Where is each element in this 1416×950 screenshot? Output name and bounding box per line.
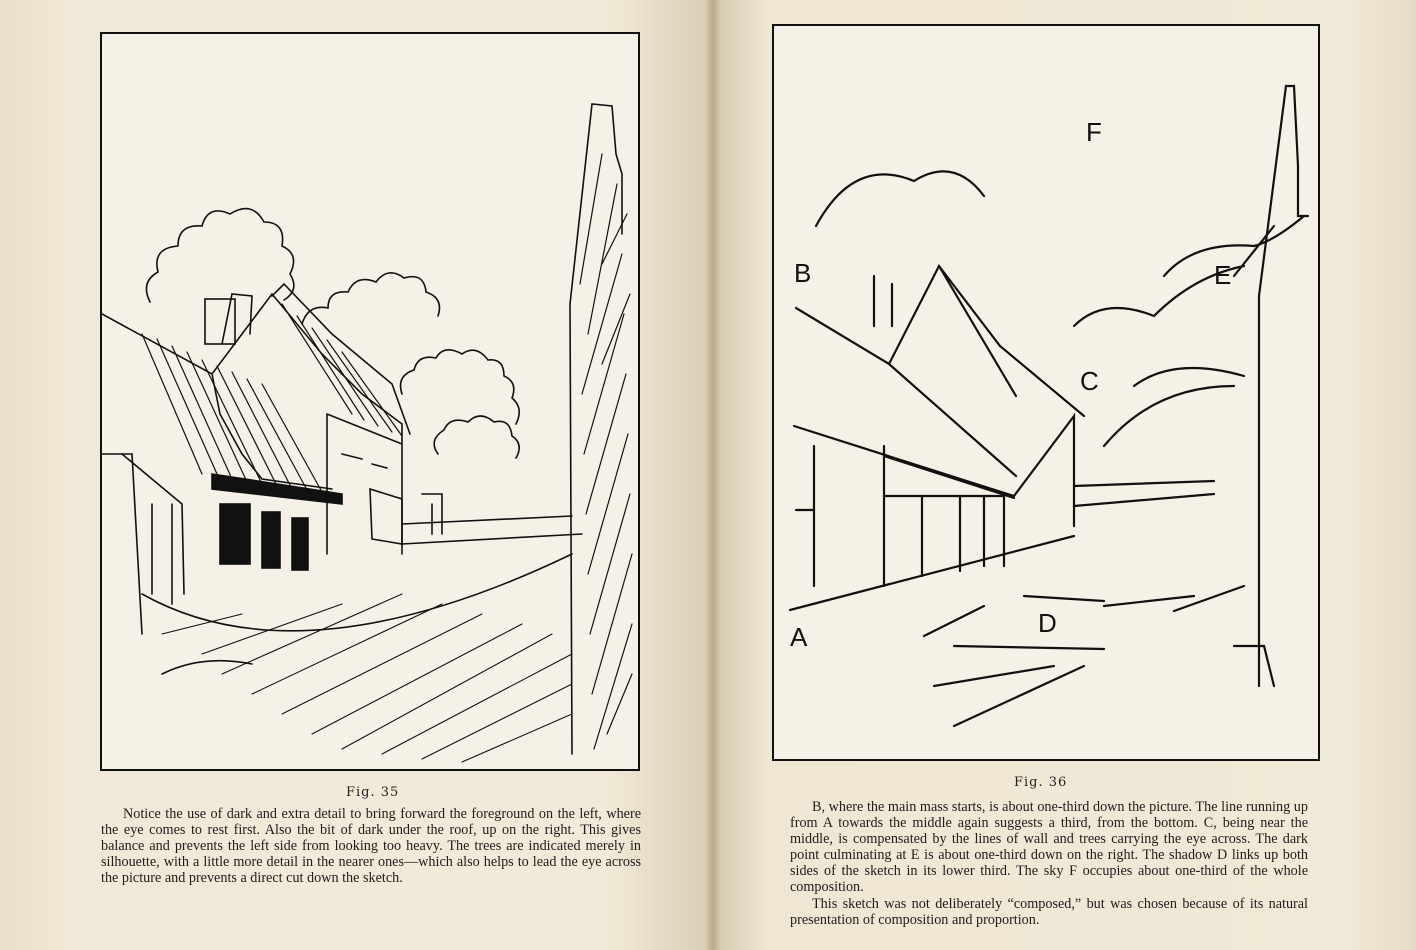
- tree-silhouette-right: [401, 350, 520, 424]
- book-gutter: [706, 0, 720, 950]
- label-e: E: [1214, 260, 1232, 290]
- spire: [1259, 86, 1308, 296]
- tree-silhouette-middle: [302, 273, 440, 324]
- sky-arc-left: [816, 171, 984, 226]
- figure-36-label: Fig. 36: [1014, 775, 1068, 790]
- caption-paragraph: Notice the use of dark and extra detail to bring forward the foreground on the left, where the eye comes to rest first. Also the bit of dark under the roof, up on the right. This gives balance and prevents the left side from looking too heavy. The trees are indicated merely in silhouette, with a little more detail in the nearer ones—which also helps to lead the eye across the picture and prevents a direct cut down the sketch.: [101, 806, 641, 886]
- label-d: D: [1038, 608, 1057, 638]
- caption-paragraph-2: This sketch was not deliberately “composed,” but was chosen because of its natural presentation of composition and proportion.: [790, 896, 1308, 928]
- sky-arc-right: [1164, 216, 1304, 276]
- fig-36-diagram: [772, 24, 1320, 761]
- fig-35-illustration: [100, 32, 640, 771]
- label-b: B: [794, 258, 812, 288]
- label-a: A: [790, 622, 808, 652]
- main-roof: [796, 266, 1084, 416]
- wall-left: [814, 446, 884, 586]
- tall-building-edge: [570, 104, 622, 304]
- dark-porch: [212, 474, 342, 504]
- label-c: C: [1080, 366, 1099, 396]
- figure-35-caption: [101, 806, 641, 886]
- caption-paragraph-1: B, where the main mass starts, is about one-third down the picture. The line running up from A towards the middle again suggests a third, from the bottom. C, being near the middle, is compensated by the lines of wall and trees carrying the eye across. The dark point culminating at E is about one-third down on the right. The shadow D links up both sides of the sketch in its lower third. The sky F occupies about one-third of the whole composition.: [790, 799, 1308, 895]
- figure-35-label: Fig. 35: [346, 785, 400, 800]
- line-from-a: [790, 536, 1074, 610]
- cottage-roof-main: [102, 294, 402, 444]
- label-f: F: [1086, 117, 1102, 147]
- figure-36-caption: [790, 799, 1308, 928]
- tree-silhouette-left: [146, 209, 293, 302]
